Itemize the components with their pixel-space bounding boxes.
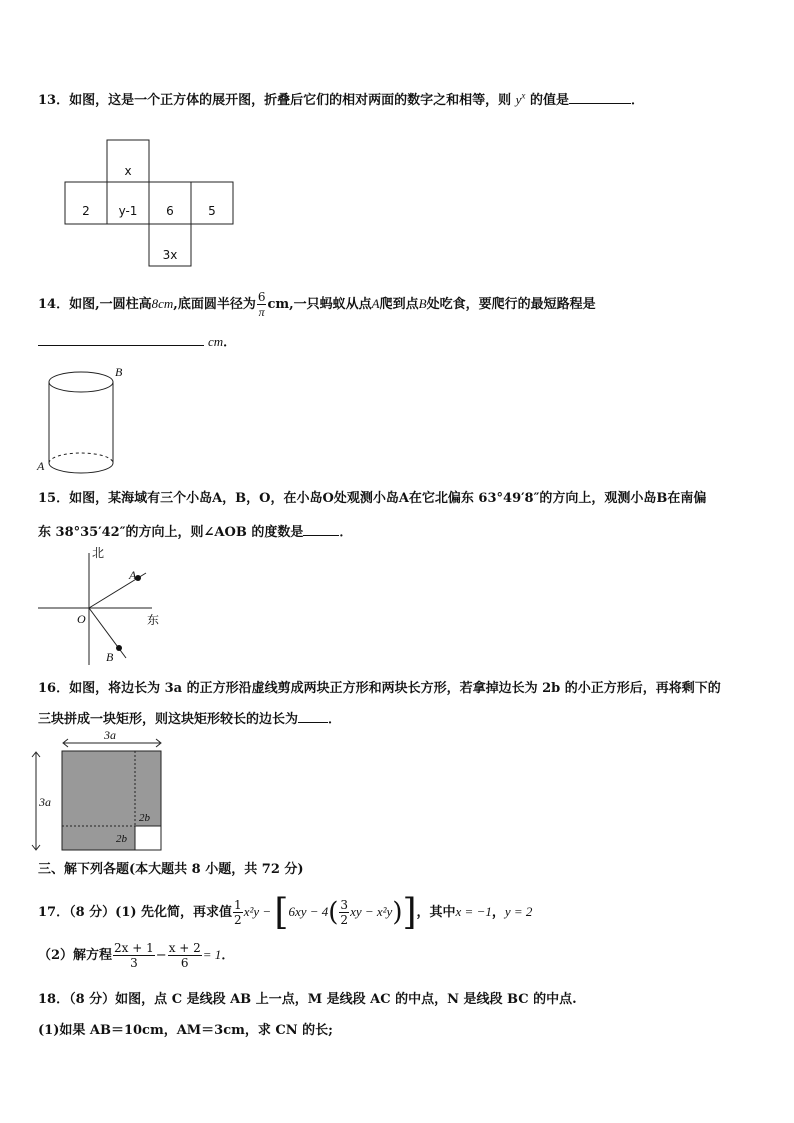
q14-stem-a: 如图,一圆柱高 <box>69 297 152 312</box>
removed-small-square <box>135 826 161 850</box>
q17-frac2-num: 3 <box>340 898 349 912</box>
q17-frac-three-halves <box>339 898 349 927</box>
q13-answer-blank <box>569 103 631 104</box>
origin-label: O <box>77 612 86 626</box>
q14-point-b: B <box>418 296 427 311</box>
q17-expr-2: 6xy − 4 <box>288 904 329 919</box>
q16-answer-blank <box>298 722 328 723</box>
q17-frac-half <box>233 898 243 927</box>
cube-net-diagram <box>60 135 240 270</box>
q14-unit: cm <box>208 334 224 349</box>
q15-line2 <box>38 521 352 540</box>
q13-stem-tail: 的值是 <box>529 93 569 108</box>
q14-height: 8cm <box>151 296 174 311</box>
q17-frac3 <box>113 941 155 970</box>
q13-number: 13． <box>38 93 70 108</box>
q14-frac-den: π <box>258 305 265 319</box>
q17-part1 <box>38 892 533 933</box>
q18-number: 18． <box>38 992 70 1007</box>
q14-period: ． <box>223 335 237 350</box>
q15-number: 15． <box>38 491 70 506</box>
square-diagram <box>26 727 176 855</box>
q17-frac4-num: x + 2 <box>168 941 201 955</box>
net-cell-3: 6 <box>166 204 174 218</box>
q17-period: ． <box>221 948 235 963</box>
compass-diagram <box>34 545 174 670</box>
q15-stem-2: 东 38°35′42″的方向上，则∠AOB 的度数是 <box>38 525 304 540</box>
q14-stem-c: cm,一只蚂蚁从点 <box>267 297 372 312</box>
q17-number: 17． <box>38 905 70 920</box>
q17-frac1-num: 1 <box>234 898 242 912</box>
net-cell-top: x <box>124 164 132 178</box>
east-label: 东 <box>147 613 160 627</box>
q13-math-sup: x <box>521 90 526 101</box>
q16-number: 16． <box>38 681 70 696</box>
section-3-heading: 三、解下列各题(本大题共 8 小题，共 72 分) <box>38 862 304 877</box>
q14-text <box>38 290 596 319</box>
island-b-point <box>116 645 122 651</box>
q17-frac3-den: 3 <box>130 956 138 970</box>
q17-part2-label: （2）解方程 <box>38 948 113 963</box>
q14-frac-num: 6 <box>257 290 266 304</box>
q18-subquestion-1: (1)如果 AB＝10cm，AM＝3cm，求 CN 的长; <box>38 1023 333 1038</box>
net-cell-2: y-1 <box>118 204 138 218</box>
q17-cond-x: x = −1 <box>455 904 492 919</box>
q16-line1 <box>38 677 721 696</box>
q15-stem-1: 如图，某海域有三个小岛A，B，O，在小岛O处观测小岛A在它北偏东 63°49′8″的方向上，观测小岛B在南偏 <box>69 491 707 506</box>
left-dim-label: 3a <box>39 795 51 809</box>
q17-open-bracket: [ <box>274 892 289 933</box>
island-a-label: A <box>129 568 137 582</box>
q16-stem-1: 如图，将边长为 3a 的正方形沿虚线剪成两块正方形和两块长方形，若拿掉边长为 2b 的小正方形后，再将剩下的 <box>69 681 721 696</box>
cylinder-label-b: B <box>115 365 123 379</box>
inner-label-right: 2b <box>139 812 150 824</box>
q17-frac1-den: 2 <box>234 913 242 927</box>
q13-period: ． <box>630 93 644 108</box>
inner-label-left: 2b <box>116 833 127 845</box>
q14-stem-b: ,底面圆半径为 <box>173 297 256 312</box>
q16-line2 <box>38 708 341 727</box>
top-dim-label: 3a <box>104 728 116 742</box>
q17-stem: （8 分）(1) 先化简，再求值 <box>69 905 233 920</box>
q17-frac2-den: 2 <box>340 913 349 927</box>
q16-stem-2: 三块拼成一块矩形，则这块矩形较长的边长为 <box>38 712 299 727</box>
q17-expr-1: x²y − <box>243 904 275 919</box>
net-cell-4: 5 <box>208 204 216 218</box>
q17-rhs: = 1 <box>202 947 222 962</box>
north-label: 北 <box>92 546 105 560</box>
q14-answer-blank <box>38 345 204 346</box>
q14-stem-e: 处吃食，要爬行的最短路程是 <box>426 297 596 312</box>
q17-frac4-den: 6 <box>180 956 189 970</box>
q16-period: ． <box>328 712 342 727</box>
q17-close-bracket: ] <box>402 892 417 933</box>
q17-expr-3: xy − x²y <box>350 904 393 919</box>
q18-text <box>38 988 577 1007</box>
q15-period: ． <box>339 525 353 540</box>
q18-stem: （8 分）如图，点 C 是线段 AB 上一点，M 是线段 AC 的中点，N 是线段 BC 的中点. <box>69 992 577 1007</box>
q17-close-paren: ) <box>392 897 403 928</box>
q17-frac3-num: 2x + 1 <box>114 941 154 955</box>
net-cell-bottom: 3x <box>162 248 178 262</box>
q13-text <box>38 89 644 108</box>
q17-frac4 <box>168 941 202 970</box>
q17-open-paren: ( <box>328 897 339 928</box>
q17-cond-y: y = 2 <box>504 904 533 919</box>
q17-where: ，其中 <box>416 905 456 920</box>
q17-separator: ， <box>491 905 505 920</box>
island-b-label: B <box>106 650 114 664</box>
cylinder-label-a: A <box>37 459 45 473</box>
q14-number: 14． <box>38 297 70 312</box>
net-cell-1: 2 <box>82 204 90 218</box>
q14-stem-d: 爬到点 <box>379 297 419 312</box>
q13-stem: 如图，这是一个正方体的展开图，折叠后它们的相对两面的数字之和相等，则 <box>69 93 512 108</box>
cylinder-diagram <box>36 362 136 477</box>
q14-point-a: A <box>371 296 380 311</box>
q14-answer-line <box>38 331 236 350</box>
q15-line1 <box>38 487 706 506</box>
q17-minus: − <box>155 948 167 963</box>
q15-answer-blank <box>303 535 339 536</box>
q17-part2 <box>38 941 234 973</box>
q14-radius-fraction <box>257 290 267 319</box>
q13-math-y: y <box>515 92 522 107</box>
